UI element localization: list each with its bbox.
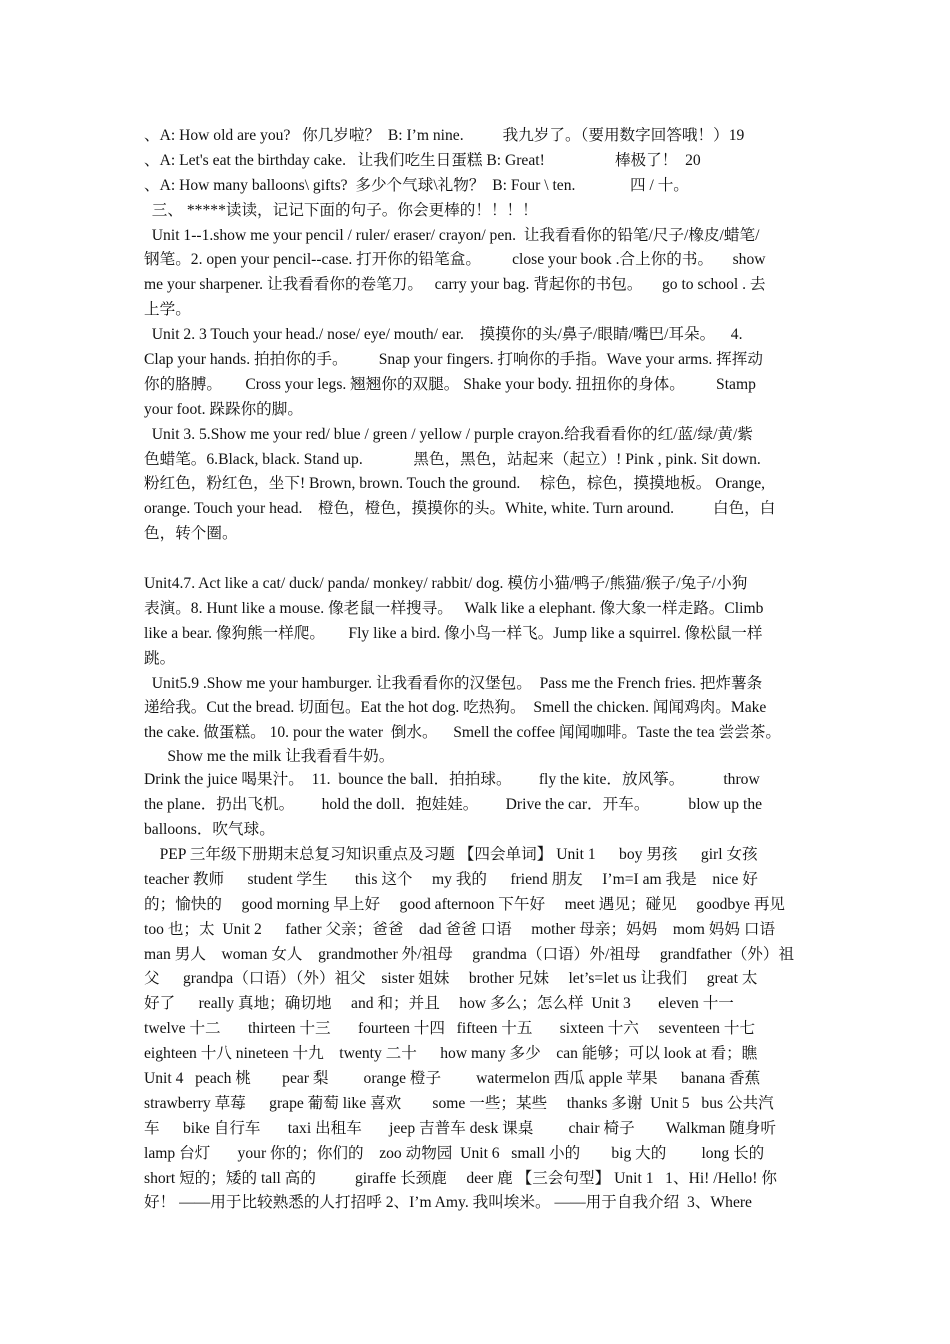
document-page [144,124,808,1216]
text-line: Unit4.7. Act like a cat/ duck/ panda/ monkey/ rabbit/ dog. 模仿小猫/鸭子/熊猫/猴子/兔子/小狗 [144,575,748,593]
text-line: Drink the juice 喝果汁。 11. bounce the ball．拍拍球。 fly the kite．放风筝。 throw [144,771,760,789]
text-line: 、A: How old are you? 你几岁啦？ B: I’m nine. 我九岁了。（要用数字回答哦！）19 [144,127,745,144]
text-line: man 男人 woman 女人 grandmother 外/祖母 grandma（口语）外/祖母 grandfather（外）祖 [144,945,795,963]
text-line: 粉红色，粉红色，坐下! Brown, brown. Touch the ground. 棕色，棕色，摸摸地板。 Orange, [144,475,766,493]
text-line: 色，转个圈。 [144,525,238,543]
text-line: the plane．扔出飞机。 hold the doll．抱娃娃。 Drive the car．开车。 blow up the [144,796,763,814]
blank-line [144,547,808,572]
text-line: short 短的；矮的 tall 高的 giraffe 长颈鹿 deer 鹿 【三会句型】 Unit 1 1、Hi! /Hello! 你 [144,1169,777,1187]
text-line: your foot. 跺跺你的脚。 [144,400,303,418]
text-line: 表演。8. Hunt like a mouse. 像老鼠一样搜寻。 Walk like a elephant. 像大象一样走路。Climb [144,599,764,617]
text-line: strawberry 草莓 grape 葡萄 like 喜欢 some 一些；某些 thanks 多谢 Unit 5 bus 公共汽 [144,1094,774,1112]
text-line: 父 grandpa（口语）（外）祖父 sister 姐妹 brother 兄妹 let’s=let us 让我们 great 太 [144,970,758,988]
text-line: too 也；太 Unit 2 father 父亲；爸爸 dad 爸爸 口语 mother 母亲；妈妈 mom 妈妈 口语 [144,920,776,938]
text-line: 色蜡笔。6.Black, black. Stand up. 黑色，黑色，站起来（起立）! Pink , pink. Sit down. [144,450,761,468]
text-line: balloons．吹气球。 [144,821,275,839]
text-line: 好！ ——用于比较熟悉的人打招呼 2、I’m Amy. 我叫埃米。 ——用于自我介绍 3、Where [144,1194,752,1212]
text-line: eighteen 十八 nineteen 十九 twenty 二十 how many 多少 can 能够；可以 look at 看；瞧 [144,1045,758,1063]
text-line: twelve 十二 thirteen 十三 fourteen 十四 fifteen 十五 sixteen 十六 seventeen 十七 [144,1020,756,1038]
text-line: Unit 3. 5.Show me your red/ blue / green / yellow / purple crayon.给我看看你的红/蓝/绿/黄/紫 [144,425,753,443]
text-line: lamp 台灯 your 你的；你们的 zoo 动物园 Unit 6 small 小的 big 大的 long 长的 [144,1144,765,1162]
text-line: Unit 2. 3 Touch your head./ nose/ eye/ mouth/ ear. 摸摸你的头/鼻子/眼睛/嘴巴/耳朵。 4. [144,326,743,344]
text-line: me your sharpener. 让我看看你的卷笔刀。 carry your bag. 背起你的书包。 go to school . 去 [144,276,766,294]
text-line: 、A: Let's eat the birthday cake. 让我们吃生日蛋糕 B: Great! 棒极了！ 20 [144,151,701,169]
text-line: teacher 教师 student 学生 this 这个 my 我的 friend 朋友 I’m=I am 我是 nice 好 [144,870,758,888]
text-line: Clap your hands. 拍拍你的手。 Snap your fingers. 打响你的手指。Wave your arms. 挥挥动 [144,351,763,369]
text-line: 你的胳膊。 Cross your legs. 翘翘你的双腿。 Shake your body. 扭扭你的身体。 Stamp [144,375,756,393]
text-line: 上学。 [144,301,191,319]
text-line: 递给我。Cut the bread. 切面包。Eat the hot dog. 吃热狗。 Smell the chicken. 闻闻鸡肉。Make [144,699,767,717]
text-line: orange. Touch your head. 橙色，橙色，摸摸你的头。White, white. Turn around. 白色，白 [144,500,776,518]
text-line: Unit 1--1.show me your pencil / ruler/ eraser/ crayon/ pen. 让我看看你的铅笔/尺子/橡皮/蜡笔/ [144,226,760,244]
text-line: the cake. 做蛋糕。 10. pour the water 倒水。 Smell the coffee 闻闻咖啡。Taste the tea 尝尝茶。 [144,724,781,742]
text-line: Show me the milk 让我看看牛奶。 [144,748,395,766]
text-line: 跳。 [144,649,176,667]
text-line: 钢笔。2. open your pencil--case. 打开你的铅笔盒。 close your book .合上你的书。 show [144,251,766,269]
text-line: PEP 三年级下册期末总复习知识重点及习题 【四会单词】 Unit 1 boy 男孩 girl 女孩 [144,845,758,863]
text-line: 、A: How many balloons\ gifts? 多少个气球\礼物？ B: Four \ ten. 四 / 十。 [144,176,689,194]
text-line: 好了 really 真地；确切地 and 和；并且 how 多么；怎么样 Unit 3 eleven 十一 [144,995,734,1013]
text-line: 车 bike 自行车 taxi 出租车 jeep 吉普车 desk 课桌 chair 椅子 Walkman 随身听 [144,1119,776,1137]
text-line: like a bear. 像狗熊一样爬。 Fly like a bird. 像小鸟一样飞。Jump like a squirrel. 像松鼠一样 [144,624,763,642]
section-heading: 三、 *****读读，记记下面的句子。你会更棒的！！！！ [144,201,538,219]
text-line: 的；愉快的 good morning 早上好 good afternoon 下午好 meet 遇见；碰见 goodbye 再见 [144,895,786,913]
text-line: Unit5.9 .Show me your hamburger. 让我看看你的汉堡包。 Pass me the French fries. 把炸薯条 [144,674,763,692]
text-line: Unit 4 peach 桃 pear 梨 orange 橙子 watermelon 西瓜 apple 苹果 banana 香蕉 [144,1069,761,1087]
